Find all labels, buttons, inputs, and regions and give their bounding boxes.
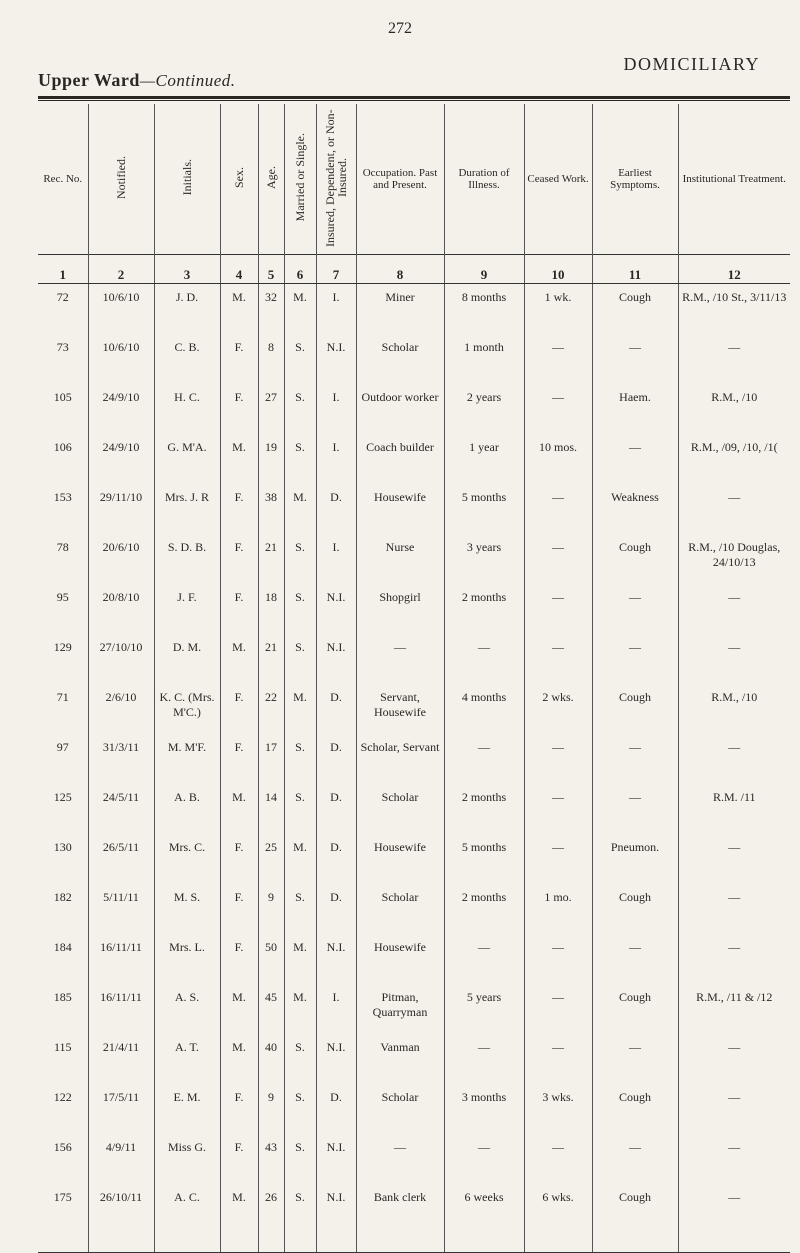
cell-earliest-symptoms: Cough xyxy=(592,1084,678,1134)
cell-marital-status: M. xyxy=(284,684,316,734)
cell-ceased-work: — xyxy=(524,934,592,984)
cell-insurance-status: D. xyxy=(316,1084,356,1134)
cell-insurance-status: I. xyxy=(316,434,356,484)
cell-illness-duration: — xyxy=(444,1034,524,1084)
cell-ceased-work: — xyxy=(524,1134,592,1184)
table-row xyxy=(38,284,790,335)
table-row xyxy=(38,1084,790,1134)
cell-marital-status: S. xyxy=(284,1184,316,1253)
cell-age: 40 xyxy=(258,1034,284,1084)
table-row xyxy=(38,1184,790,1253)
table-row xyxy=(38,334,790,384)
section-heading-left xyxy=(38,70,236,91)
cell-occupation: Scholar xyxy=(356,784,444,834)
cell-insurance-status: I. xyxy=(316,984,356,1034)
cell-insurance-status: N.I. xyxy=(316,1034,356,1084)
cell-illness-duration: 3 years xyxy=(444,534,524,584)
cell-ceased-work: — xyxy=(524,384,592,434)
cell-marital-status: S. xyxy=(284,434,316,484)
cell-institutional-treatment: — xyxy=(678,1134,790,1184)
cell-earliest-symptoms: Pneumon. xyxy=(592,834,678,884)
cell-initials: A. T. xyxy=(154,1034,220,1084)
cell-notified-date: 17/5/11 xyxy=(88,1084,154,1134)
cell-age: 32 xyxy=(258,284,284,335)
cell-rec-no: 182 xyxy=(53,890,72,904)
cell-age: 14 xyxy=(258,784,284,834)
cell-illness-duration: 8 months xyxy=(444,284,524,335)
col-num: 7 xyxy=(316,255,356,284)
top-rule xyxy=(38,96,790,99)
cell-rec-no: 115 xyxy=(53,1040,72,1054)
continued-label: —Continued. xyxy=(139,71,236,90)
cell-notified-date: 29/11/10 xyxy=(88,484,154,534)
cell-sex: F. xyxy=(220,1134,258,1184)
cell-institutional-treatment: — xyxy=(678,584,790,634)
cell-earliest-symptoms: — xyxy=(592,1034,678,1084)
table-row xyxy=(38,434,790,484)
cell-illness-duration: 6 weeks xyxy=(444,1184,524,1253)
cell-rec-no: 129 xyxy=(53,640,72,654)
cell-notified-date: 4/9/11 xyxy=(88,1134,154,1184)
cell-initials: H. C. xyxy=(154,384,220,434)
table-row xyxy=(38,484,790,534)
cell-insurance-status: D. xyxy=(316,734,356,784)
cell-occupation: Outdoor worker xyxy=(356,384,444,434)
cell-insurance-status: I. xyxy=(316,384,356,434)
cell-earliest-symptoms: Haem. xyxy=(592,384,678,434)
cell-age: 17 xyxy=(258,734,284,784)
col-num: 6 xyxy=(284,255,316,284)
cell-age: 8 xyxy=(258,334,284,384)
cell-initials: Mrs. L. xyxy=(154,934,220,984)
cell-initials: Miss G. xyxy=(154,1134,220,1184)
cell-occupation: Bank clerk xyxy=(356,1184,444,1253)
cell-ceased-work: 6 wks. xyxy=(524,1184,592,1253)
cell-notified-date: 20/6/10 xyxy=(88,534,154,584)
cell-initials: A. C. xyxy=(154,1184,220,1253)
table-row xyxy=(38,684,790,734)
cell-rec-no: 95 xyxy=(56,590,69,604)
cell-ceased-work: 1 mo. xyxy=(524,884,592,934)
cell-institutional-treatment: — xyxy=(678,734,790,784)
case-register-table xyxy=(38,104,790,1253)
col-num: 4 xyxy=(220,255,258,284)
cell-earliest-symptoms: — xyxy=(592,1134,678,1184)
cell-occupation: Housewife xyxy=(356,484,444,534)
cell-marital-status: M. xyxy=(284,284,316,335)
cell-sex: F. xyxy=(220,384,258,434)
cell-age: 9 xyxy=(258,884,284,934)
cell-sex: F. xyxy=(220,884,258,934)
cell-institutional-treatment: R.M., /09, /10, /1( xyxy=(678,434,790,484)
table-row xyxy=(38,734,790,784)
cell-ceased-work: — xyxy=(524,834,592,884)
cell-occupation: Shopgirl xyxy=(356,584,444,634)
cell-sex: F. xyxy=(220,734,258,784)
cell-institutional-treatment: — xyxy=(678,334,790,384)
cell-rec-no: 72 xyxy=(56,290,69,304)
cell-initials: J. F. xyxy=(154,584,220,634)
cell-age: 50 xyxy=(258,934,284,984)
cell-initials: C. B. xyxy=(154,334,220,384)
cell-insurance-status: D. xyxy=(316,784,356,834)
cell-marital-status: M. xyxy=(284,834,316,884)
cell-sex: M. xyxy=(220,984,258,1034)
cell-insurance-status: N.I. xyxy=(316,1184,356,1253)
cell-illness-duration: 2 months xyxy=(444,584,524,634)
table-row xyxy=(38,534,790,584)
cell-rec-no: 105 xyxy=(53,390,72,404)
cell-rec-no: 156 xyxy=(53,1140,72,1154)
cell-age: 45 xyxy=(258,984,284,1034)
header-earliest-symptoms: Earliest Symptoms. xyxy=(592,104,678,255)
cell-illness-duration: 5 years xyxy=(444,984,524,1034)
cell-ceased-work: 10 mos. xyxy=(524,434,592,484)
cell-earliest-symptoms: Cough xyxy=(592,684,678,734)
col-num: 9 xyxy=(444,255,524,284)
cell-occupation: Scholar xyxy=(356,884,444,934)
table-row xyxy=(38,984,790,1034)
cell-notified-date: 16/11/11 xyxy=(88,934,154,984)
cell-rec-no: 78 xyxy=(56,540,69,554)
cell-earliest-symptoms: — xyxy=(592,634,678,684)
cell-institutional-treatment: — xyxy=(678,1084,790,1134)
cell-sex: M. xyxy=(220,434,258,484)
cell-occupation: Vanman xyxy=(356,1034,444,1084)
header-occupation: Occupation. Past and Present. xyxy=(356,104,444,255)
section-heading-right: DOMICILIARY xyxy=(623,54,760,74)
cell-marital-status: S. xyxy=(284,1134,316,1184)
cell-institutional-treatment: R.M. /11 xyxy=(678,784,790,834)
cell-occupation: Housewife xyxy=(356,834,444,884)
cell-marital-status: M. xyxy=(284,934,316,984)
header-ceased-work: Ceased Work. xyxy=(524,104,592,255)
cell-initials: G. M'A. xyxy=(154,434,220,484)
col-num: 5 xyxy=(258,255,284,284)
cell-sex: M. xyxy=(220,1034,258,1084)
ward-name: Upper Ward xyxy=(38,70,140,90)
cell-ceased-work: 1 wk. xyxy=(524,284,592,335)
cell-age: 38 xyxy=(258,484,284,534)
cell-occupation: Scholar xyxy=(356,334,444,384)
header-institutional-treatment: Institutional Treatment. xyxy=(678,104,790,255)
cell-initials: M. M'F. xyxy=(154,734,220,784)
cell-notified-date: 16/11/11 xyxy=(88,984,154,1034)
cell-illness-duration: 4 months xyxy=(444,684,524,734)
cell-insurance-status: N.I. xyxy=(316,584,356,634)
cell-insurance-status: I. xyxy=(316,534,356,584)
top-rule-thin xyxy=(38,100,790,101)
cell-initials: S. D. B. xyxy=(154,534,220,584)
cell-age: 18 xyxy=(258,584,284,634)
cell-marital-status: S. xyxy=(284,384,316,434)
cell-insurance-status: N.I. xyxy=(316,1134,356,1184)
cell-age: 9 xyxy=(258,1084,284,1134)
cell-age: 21 xyxy=(258,534,284,584)
header-sex: Sex. xyxy=(220,104,258,255)
cell-occupation: — xyxy=(356,634,444,684)
cell-notified-date: 2/6/10 xyxy=(88,684,154,734)
cell-initials: D. M. xyxy=(154,634,220,684)
cell-sex: M. xyxy=(220,1184,258,1253)
cell-ceased-work: — xyxy=(524,734,592,784)
cell-illness-duration: 1 month xyxy=(444,334,524,384)
cell-marital-status: S. xyxy=(284,1034,316,1084)
cell-earliest-symptoms: Cough xyxy=(592,1184,678,1253)
cell-sex: M. xyxy=(220,634,258,684)
cell-rec-no: 184 xyxy=(53,940,72,954)
cell-initials: Mrs. C. xyxy=(154,834,220,884)
cell-sex: F. xyxy=(220,484,258,534)
cell-institutional-treatment: — xyxy=(678,1184,790,1253)
cell-rec-no: 97 xyxy=(56,740,69,754)
cell-occupation: Housewife xyxy=(356,934,444,984)
cell-occupation: Nurse xyxy=(356,534,444,584)
cell-rec-no: 185 xyxy=(53,990,72,1004)
cell-earliest-symptoms: — xyxy=(592,434,678,484)
cell-occupation: — xyxy=(356,1134,444,1184)
cell-age: 26 xyxy=(258,1184,284,1253)
cell-rec-no: 73 xyxy=(56,340,69,354)
col-num: 1 xyxy=(38,255,88,284)
cell-institutional-treatment: — xyxy=(678,934,790,984)
cell-notified-date: 10/6/10 xyxy=(88,334,154,384)
cell-age: 21 xyxy=(258,634,284,684)
cell-sex: F. xyxy=(220,334,258,384)
cell-notified-date: 10/6/10 xyxy=(88,284,154,335)
table-row xyxy=(38,584,790,634)
cell-occupation: Servant, Housewife xyxy=(356,684,444,734)
cell-ceased-work: — xyxy=(524,484,592,534)
cell-initials: A. S. xyxy=(154,984,220,1034)
header-rec-no: Rec. No. xyxy=(43,173,83,185)
cell-illness-duration: 5 months xyxy=(444,834,524,884)
cell-rec-no: 130 xyxy=(53,840,72,854)
cell-rec-no: 175 xyxy=(38,1184,88,1253)
cell-institutional-treatment: R.M., /10 St., 3/11/13 xyxy=(678,284,790,335)
cell-earliest-symptoms: — xyxy=(592,584,678,634)
col-num: 2 xyxy=(88,255,154,284)
cell-earliest-symptoms: — xyxy=(592,334,678,384)
cell-notified-date: 24/9/10 xyxy=(88,384,154,434)
cell-institutional-treatment: R.M., /10 Douglas, 24/10/13 xyxy=(678,534,790,584)
cell-insurance-status: N.I. xyxy=(316,334,356,384)
col-num: 3 xyxy=(154,255,220,284)
cell-sex: M. xyxy=(220,284,258,335)
cell-insurance-status: N.I. xyxy=(316,634,356,684)
cell-institutional-treatment: R.M., /10 xyxy=(678,384,790,434)
cell-illness-duration: 2 months xyxy=(444,884,524,934)
cell-age: 25 xyxy=(258,834,284,884)
cell-illness-duration: 1 year xyxy=(444,434,524,484)
cell-institutional-treatment: — xyxy=(678,484,790,534)
cell-institutional-treatment: — xyxy=(678,884,790,934)
cell-institutional-treatment: — xyxy=(678,1034,790,1084)
cell-insurance-status: N.I. xyxy=(316,934,356,984)
cell-sex: F. xyxy=(220,834,258,884)
cell-earliest-symptoms: — xyxy=(592,734,678,784)
cell-ceased-work: — xyxy=(524,784,592,834)
cell-insurance-status: D. xyxy=(316,884,356,934)
cell-notified-date: 26/5/11 xyxy=(88,834,154,884)
cell-age: 27 xyxy=(258,384,284,434)
cell-occupation: Pitman, Quarryman xyxy=(356,984,444,1034)
cell-occupation: Scholar, Servant xyxy=(356,734,444,784)
cell-earliest-symptoms: Cough xyxy=(592,534,678,584)
table-row xyxy=(38,634,790,684)
cell-initials: Mrs. J. R xyxy=(154,484,220,534)
cell-sex: F. xyxy=(220,934,258,984)
cell-initials: A. B. xyxy=(154,784,220,834)
cell-sex: F. xyxy=(220,1084,258,1134)
column-number-row xyxy=(38,255,790,284)
header-insured: Insured, Dependent, or Non-Insured. xyxy=(316,104,356,255)
cell-illness-duration: — xyxy=(444,734,524,784)
cell-rec-no: 153 xyxy=(53,490,72,504)
cell-age: 43 xyxy=(258,1134,284,1184)
cell-marital-status: S. xyxy=(284,734,316,784)
cell-age: 19 xyxy=(258,434,284,484)
cell-institutional-treatment: — xyxy=(678,634,790,684)
header-married: Married or Single. xyxy=(284,104,316,255)
col-num: 10 xyxy=(524,255,592,284)
header-initials: Initials. xyxy=(154,104,220,255)
cell-notified-date: 31/3/11 xyxy=(88,734,154,784)
table-row xyxy=(38,1134,790,1184)
cell-insurance-status: D. xyxy=(316,684,356,734)
cell-marital-status: S. xyxy=(284,334,316,384)
col-num: 12 xyxy=(678,255,790,284)
cell-ceased-work: 2 wks. xyxy=(524,684,592,734)
cell-notified-date: 5/11/11 xyxy=(88,884,154,934)
table-row xyxy=(38,1034,790,1084)
table-row xyxy=(38,784,790,834)
cell-marital-status: S. xyxy=(284,534,316,584)
cell-earliest-symptoms: Cough xyxy=(592,984,678,1034)
cell-rec-no: 106 xyxy=(53,440,72,454)
cell-ceased-work: — xyxy=(524,584,592,634)
cell-illness-duration: — xyxy=(444,1134,524,1184)
cell-ceased-work: — xyxy=(524,634,592,684)
cell-ceased-work: — xyxy=(524,984,592,1034)
cell-ceased-work: — xyxy=(524,1034,592,1084)
cell-insurance-status: I. xyxy=(316,284,356,335)
cell-illness-duration: 2 months xyxy=(444,784,524,834)
cell-age: 22 xyxy=(258,684,284,734)
cell-illness-duration: 5 months xyxy=(444,484,524,534)
cell-rec-no: 71 xyxy=(56,690,69,704)
cell-earliest-symptoms: — xyxy=(592,934,678,984)
cell-marital-status: S. xyxy=(284,1084,316,1134)
cell-earliest-symptoms: Cough xyxy=(592,884,678,934)
cell-earliest-symptoms: Cough xyxy=(592,284,678,335)
cell-occupation: Miner xyxy=(356,284,444,335)
table-row xyxy=(38,834,790,884)
cell-marital-status: S. xyxy=(284,784,316,834)
cell-sex: F. xyxy=(220,534,258,584)
cell-marital-status: S. xyxy=(284,884,316,934)
cell-institutional-treatment: R.M., /11 & /12 xyxy=(678,984,790,1034)
table-body xyxy=(38,284,790,1253)
cell-sex: M. xyxy=(220,784,258,834)
cell-sex: F. xyxy=(220,684,258,734)
header-notified: Notified. xyxy=(88,104,154,255)
col-num: 8 xyxy=(356,255,444,284)
cell-notified-date: 26/10/11 xyxy=(88,1184,154,1253)
cell-institutional-treatment: — xyxy=(678,834,790,884)
cell-occupation: Scholar xyxy=(356,1084,444,1134)
cell-ceased-work: — xyxy=(524,534,592,584)
col-num: 11 xyxy=(592,255,678,284)
cell-earliest-symptoms: Weakness xyxy=(592,484,678,534)
cell-insurance-status: D. xyxy=(316,834,356,884)
cell-ceased-work: 3 wks. xyxy=(524,1084,592,1134)
table-row xyxy=(38,384,790,434)
cell-notified-date: 24/5/11 xyxy=(88,784,154,834)
cell-illness-duration: — xyxy=(444,634,524,684)
cell-institutional-treatment: R.M., /10 xyxy=(678,684,790,734)
cell-illness-duration: 3 months xyxy=(444,1084,524,1134)
header-duration: Duration of Illness. xyxy=(444,104,524,255)
table-row xyxy=(38,934,790,984)
cell-rec-no: 125 xyxy=(53,790,72,804)
cell-initials: J. D. xyxy=(154,284,220,335)
cell-illness-duration: — xyxy=(444,934,524,984)
cell-initials: K. C. (Mrs. M'C.) xyxy=(154,684,220,734)
cell-notified-date: 20/8/10 xyxy=(88,584,154,634)
cell-rec-no: 122 xyxy=(53,1090,72,1104)
page-number: 272 xyxy=(388,20,412,37)
cell-sex: F. xyxy=(220,584,258,634)
cell-marital-status: S. xyxy=(284,584,316,634)
cell-marital-status: S. xyxy=(284,634,316,684)
cell-occupation: Coach builder xyxy=(356,434,444,484)
cell-insurance-status: D. xyxy=(316,484,356,534)
cell-notified-date: 27/10/10 xyxy=(88,634,154,684)
cell-notified-date: 21/4/11 xyxy=(88,1034,154,1084)
table-row xyxy=(38,884,790,934)
cell-illness-duration: 2 years xyxy=(444,384,524,434)
header-age: Age. xyxy=(258,104,284,255)
cell-initials: M. S. xyxy=(154,884,220,934)
cell-ceased-work: — xyxy=(524,334,592,384)
cell-earliest-symptoms: — xyxy=(592,784,678,834)
cell-notified-date: 24/9/10 xyxy=(88,434,154,484)
cell-marital-status: M. xyxy=(284,984,316,1034)
cell-marital-status: M. xyxy=(284,484,316,534)
header-row xyxy=(38,104,790,255)
cell-initials: E. M. xyxy=(154,1084,220,1134)
